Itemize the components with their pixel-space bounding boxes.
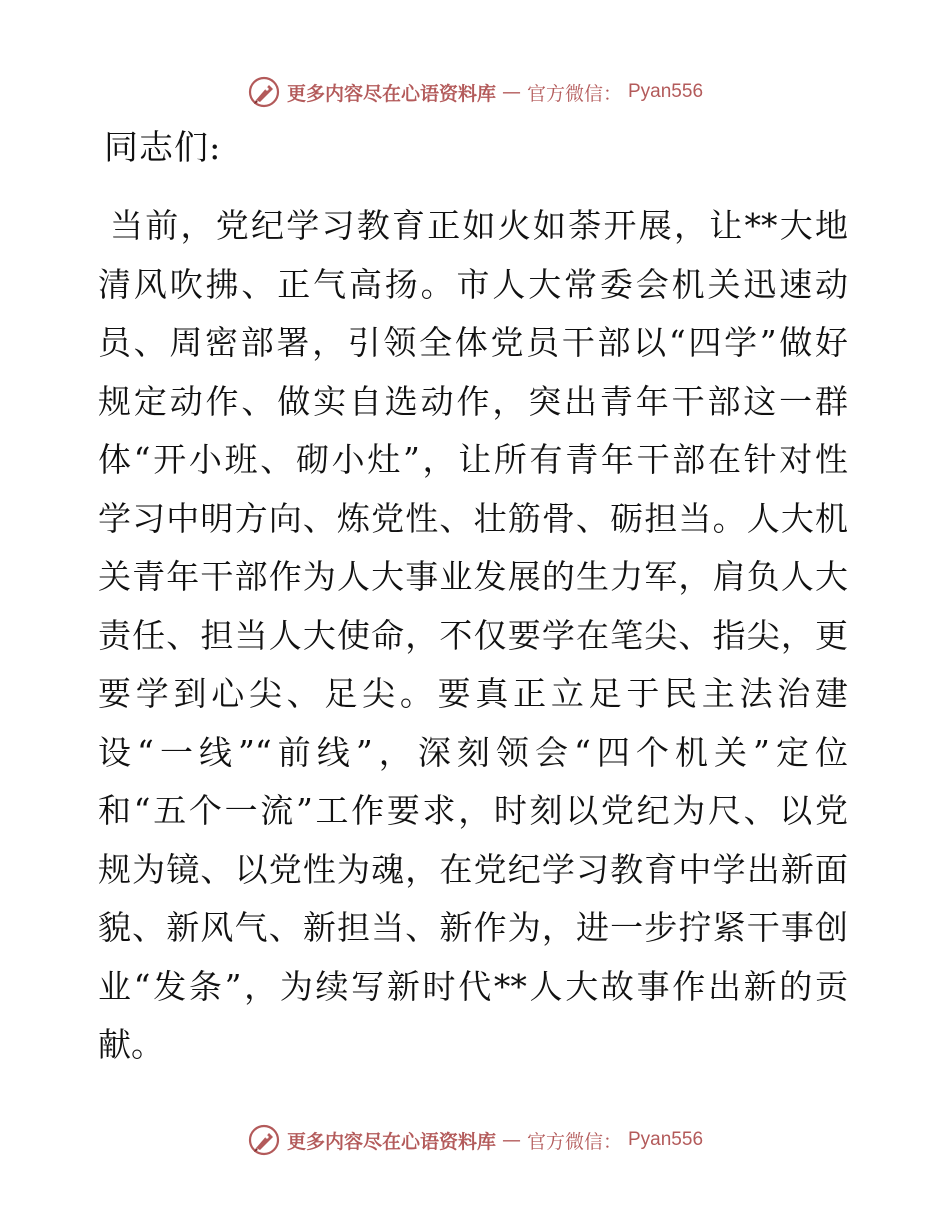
body-line: 和“五个一流”工作要求，时刻以党纪为尺、以党 bbox=[98, 791, 848, 830]
body-line: 貌、新风气、新担当、新作为，进一步拧紧干事创 bbox=[98, 908, 848, 947]
watermark-dash: — bbox=[501, 1129, 521, 1151]
watermark-contact-id: Pyan556 bbox=[628, 81, 704, 102]
body-line: 规为镜、以党性为魂，在党纪学习教育中学出新面 bbox=[98, 849, 848, 889]
watermark-site-text: 更多内容尽在心语资料库 bbox=[286, 1130, 496, 1153]
body-line: 学习中明方向、炼党性、壮筋骨、砺担当。人大机 bbox=[98, 498, 848, 538]
body-line: 员、周密部署，引领全体党员干部以“四学”做好 bbox=[98, 323, 848, 362]
body-line: 设“一线”“前线”，深刻领会“四个机关”定位 bbox=[98, 732, 848, 772]
body-line: 清风吹拂、正气高扬。市人大常委会机关迅速动 bbox=[98, 264, 848, 304]
greeting-heading: 同志们: bbox=[104, 128, 222, 168]
body-line: 献。 bbox=[98, 1025, 164, 1064]
watermark-dash: — bbox=[501, 81, 521, 103]
body-line: 规定动作、做实自选动作，突出青年干部这一群 bbox=[98, 381, 848, 421]
watermark-contact-label: 官方微信： bbox=[526, 82, 622, 105]
header-watermark bbox=[0, 72, 950, 112]
document-body bbox=[98, 197, 848, 1075]
watermark-contact-label: 官方微信： bbox=[526, 1130, 622, 1153]
pen-nib-logo-icon bbox=[247, 1123, 281, 1157]
body-line: 体“开小班、砌小灶”，让所有青年干部在针对性 bbox=[98, 440, 848, 479]
body-line: 业“发条”，为续写新时代**人大故事作出新的贡 bbox=[98, 966, 848, 1006]
watermark-contact-id: Pyan556 bbox=[628, 1129, 704, 1150]
body-line: 关青年干部作为人大事业发展的生力军，肩负人大 bbox=[98, 557, 848, 596]
watermark-site-text: 更多内容尽在心语资料库 bbox=[286, 82, 496, 105]
footer-watermark bbox=[0, 1120, 950, 1160]
body-line: 责任、担当人大使命，不仅要学在笔尖、指尖，更 bbox=[98, 615, 848, 655]
body-line: 要学到心尖、足尖。要真正立足于民主法治建 bbox=[98, 674, 848, 713]
body-line: 当前，党纪学习教育正如火如荼开展，让**大地 bbox=[110, 206, 848, 245]
pen-nib-logo-icon bbox=[247, 75, 281, 109]
